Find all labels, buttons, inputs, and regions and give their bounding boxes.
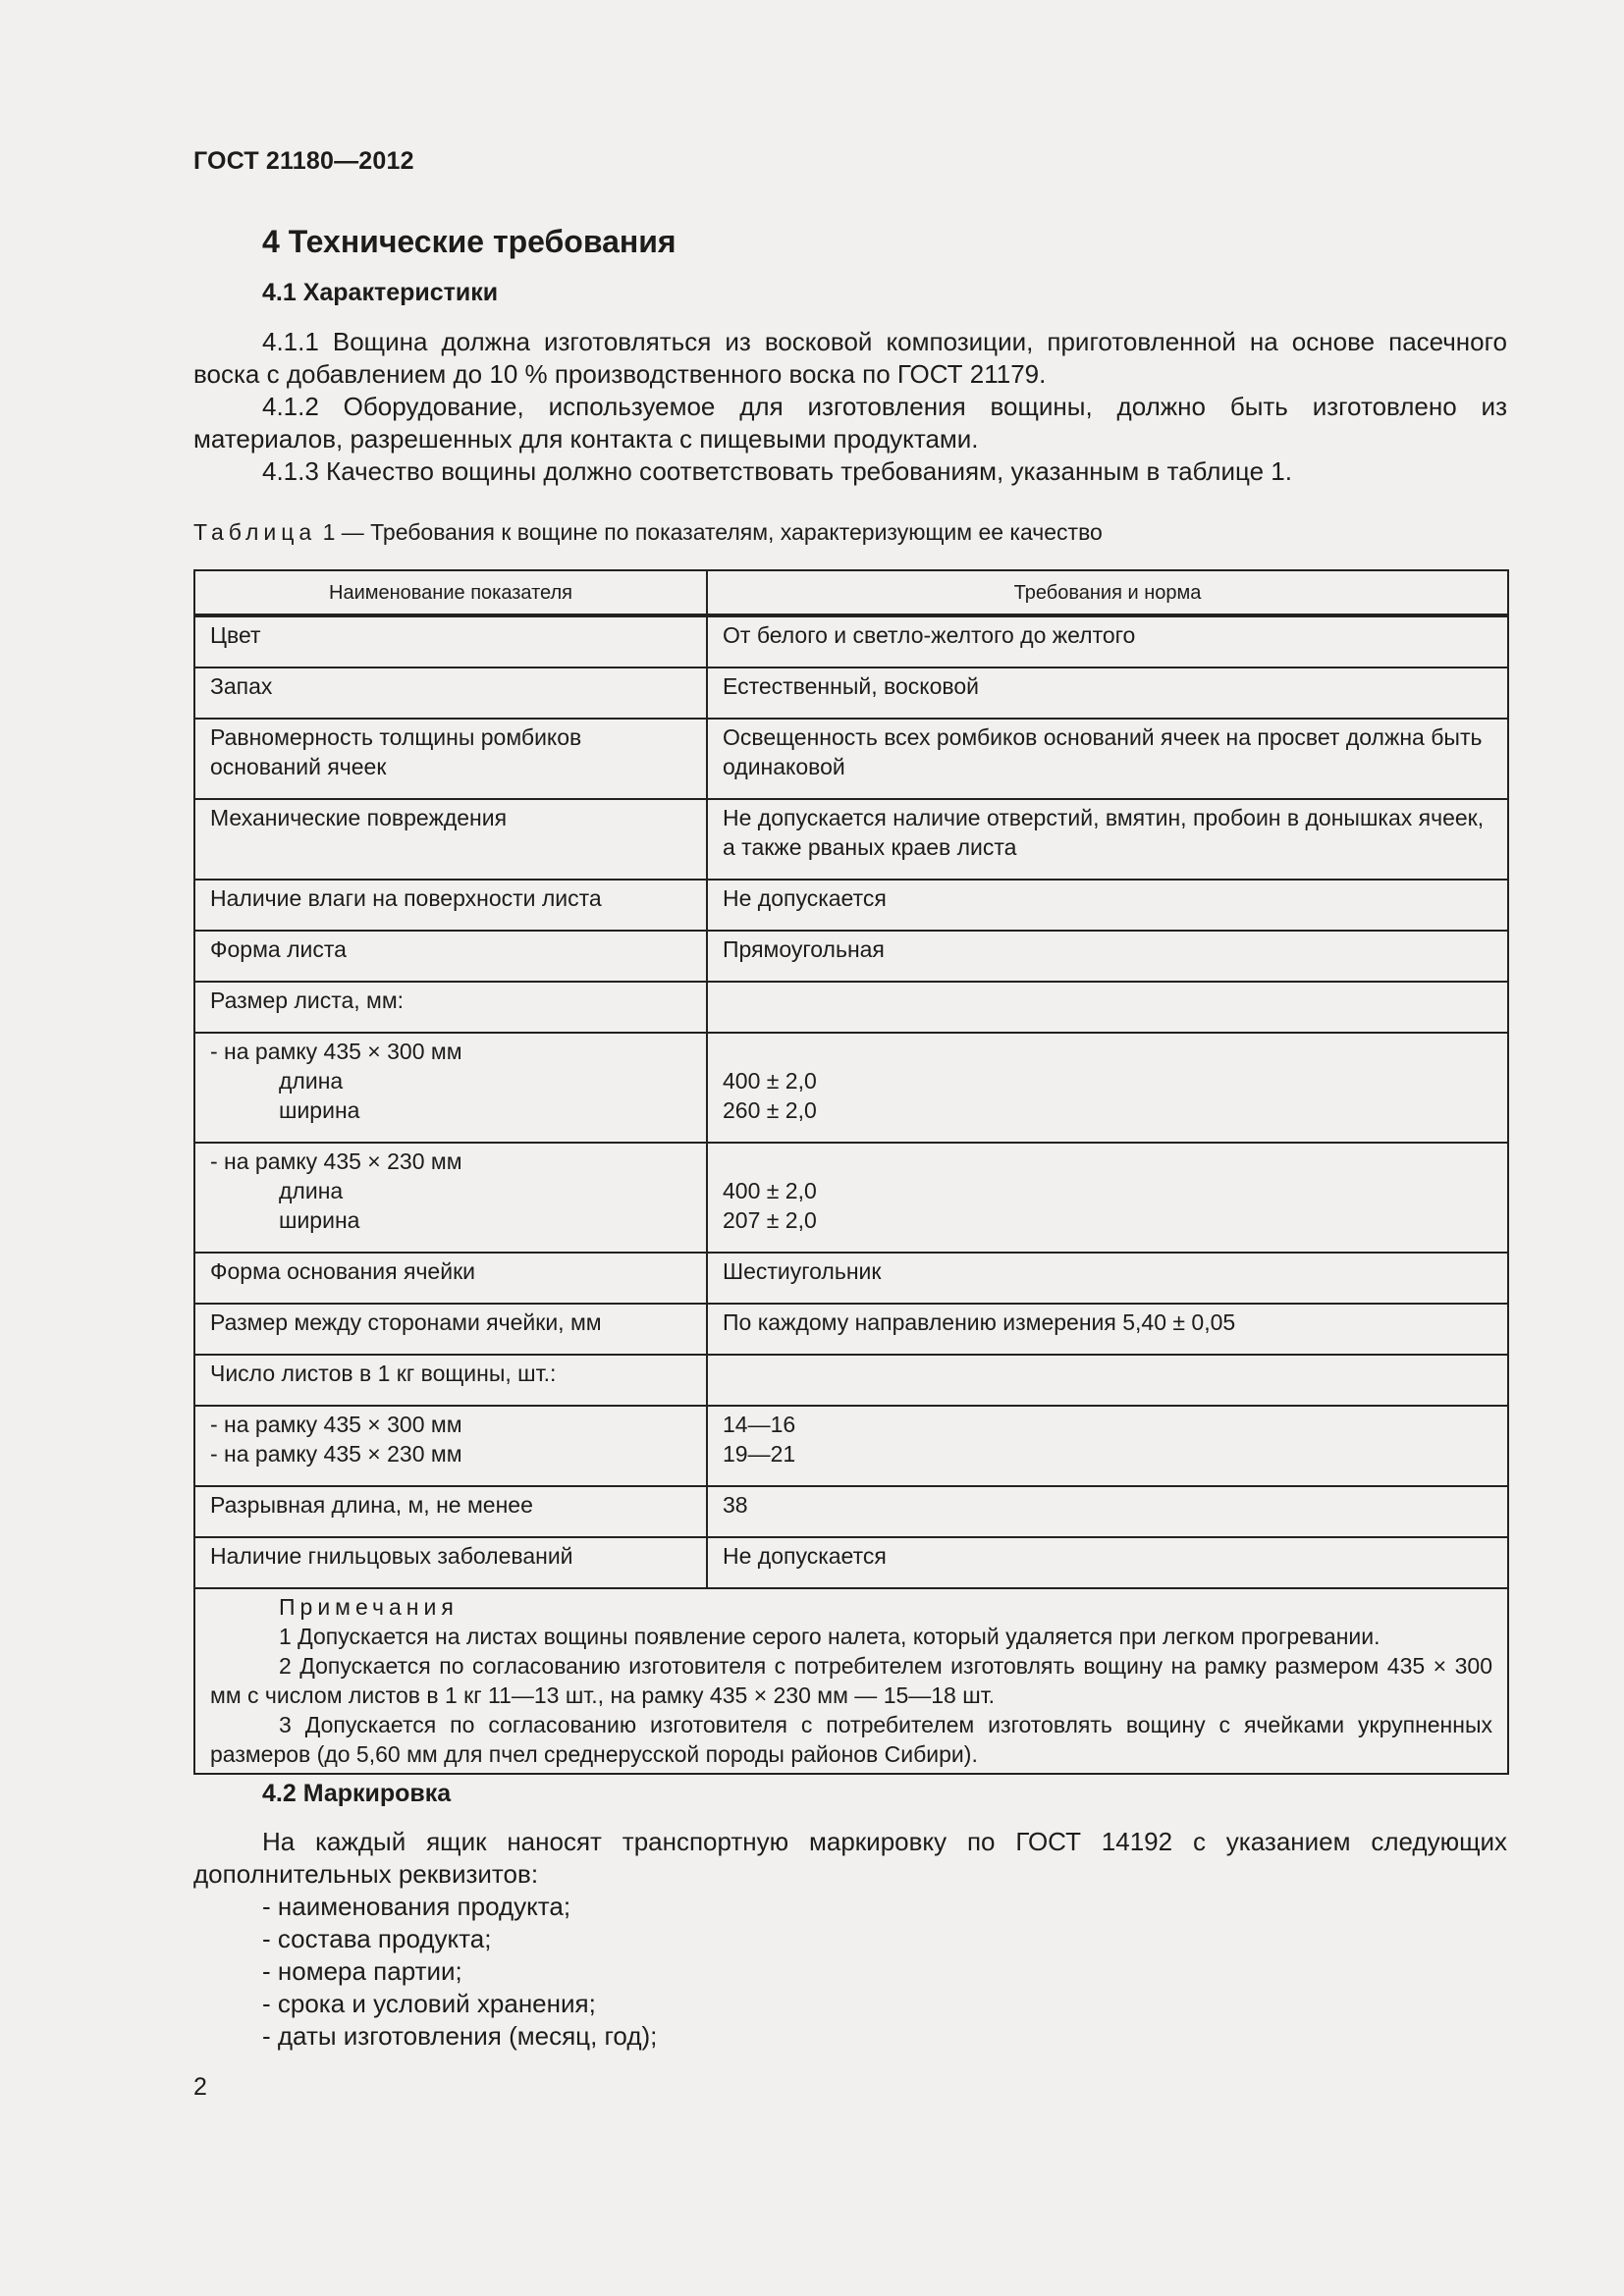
table-row [194, 1253, 1508, 1304]
list-item: - состава продукта; [262, 1924, 492, 1953]
sheets-frame-300: - на рамку 435 × 300 мм [210, 1412, 462, 1437]
table-caption-label: Таблица [193, 519, 317, 545]
table-header-value: Требования и норма [707, 570, 1508, 615]
length-label: длина [279, 1178, 344, 1203]
width-value: 207 ± 2,0 [723, 1207, 817, 1233]
table-row [194, 719, 1508, 799]
row-name: Размер между сторонами ячейки, мм [194, 1304, 707, 1355]
table-caption-text: 1 — Требования к вощине по показателям, характеризующим ее качество [322, 519, 1103, 545]
width-value: 260 ± 2,0 [723, 1097, 817, 1123]
note-item: 2 Допускается по согласованию изготовителя с потребителем изготовлять вощину на рамку размером 435 × 300 мм с числом листов в 1 кг 11—13 шт., на рамку 435 × 230 мм — 15—18 шт. [210, 1653, 1492, 1708]
paragraph-4-1-3: 4.1.3 Качество вощины должно соответствовать требованиям, указанным в таблице 1. [262, 456, 1292, 486]
table-notes-row [194, 1588, 1508, 1774]
table-row [194, 799, 1508, 880]
table-row [194, 667, 1508, 719]
row-name: Запах [194, 667, 707, 719]
width-label: ширина [279, 1207, 360, 1233]
document-code: ГОСТ 21180—2012 [193, 147, 414, 175]
table-row [194, 1486, 1508, 1537]
paragraph-4-1-1: 4.1.1 Вощина должна изготовляться из восковой композиции, приготовленной на основе пасечного воска с добавлением до 10 % производственного воска по ГОСТ 21179. [193, 327, 1507, 389]
length-value: 400 ± 2,0 [723, 1178, 817, 1203]
note-item: 1 Допускается на листах вощины появление серого налета, который удаляется при легком прогревании. [279, 1624, 1380, 1649]
row-name [194, 1143, 707, 1253]
list-item: - наименования продукта; [262, 1892, 571, 1921]
table-header-name: Наименование показателя [194, 570, 707, 615]
notes-title: Примечания [279, 1594, 459, 1620]
list-item: - номера партии; [262, 1956, 462, 1986]
marking-intro: На каждый ящик наносят транспортную маркировку по ГОСТ 14192 с указанием следующих дополнительных реквизитов: [193, 1827, 1507, 1889]
table-row [194, 1537, 1508, 1588]
row-name: Равномерность толщины ромбиков оснований ячеек [194, 719, 707, 799]
note-item: 3 Допускается по согласованию изготовителя с потребителем изготовлять вощину с ячейками укрупненных размеров (до 5,60 мм для пчел среднерусской породы районов Сибири). [210, 1712, 1492, 1767]
marking-section-title: 4.2 Маркировка [262, 1780, 452, 1807]
list-item: - срока и условий хранения; [262, 1989, 596, 2018]
row-name: Наличие гнильцовых заболеваний [194, 1537, 707, 1588]
table-row [194, 982, 1508, 1033]
table-row [194, 1355, 1508, 1406]
marking-list [193, 1891, 1507, 2053]
table-row [194, 1143, 1508, 1253]
table-header-row [194, 570, 1508, 615]
list-item: - даты изготовления (месяц, год); [262, 2021, 658, 2051]
length-label: длина [279, 1068, 344, 1094]
paragraph-4-1-2: 4.1.2 Оборудование, используемое для изготовления вощины, должно быть изготовлено из материалов, разрешенных для контакта с пищевыми продуктами. [193, 392, 1507, 454]
row-value: Не допускается наличие отверстий, вмятин, пробоин в донышках ячеек, а также рваных краев листа [707, 799, 1508, 880]
row-name: Механические повреждения [194, 799, 707, 880]
row-value [707, 1033, 1508, 1143]
row-value [707, 1143, 1508, 1253]
width-label: ширина [279, 1097, 360, 1123]
row-value: Шестиугольник [707, 1253, 1508, 1304]
sheets-value-230: 19—21 [723, 1441, 796, 1467]
row-value-empty [707, 1355, 1508, 1406]
row-value [707, 1406, 1508, 1486]
row-value: Не допускается [707, 1537, 1508, 1588]
row-value: Прямоугольная [707, 931, 1508, 982]
requirements-table [193, 569, 1509, 1775]
row-name: Наличие влаги на поверхности листа [194, 880, 707, 931]
table-caption [193, 519, 1103, 546]
table-row [194, 1033, 1508, 1143]
row-name: Форма листа [194, 931, 707, 982]
table-row [194, 615, 1508, 667]
table-row [194, 880, 1508, 931]
marking-section-body [193, 1826, 1507, 2053]
row-value: Естественный, восковой [707, 667, 1508, 719]
row-value: От белого и светло-желтого до желтого [707, 615, 1508, 667]
row-name [194, 1033, 707, 1143]
row-value-empty [707, 982, 1508, 1033]
row-name: Цвет [194, 615, 707, 667]
row-value: 38 [707, 1486, 1508, 1537]
row-name: Разрывная длина, м, не менее [194, 1486, 707, 1537]
table-row [194, 1304, 1508, 1355]
table-notes [194, 1588, 1508, 1774]
length-value: 400 ± 2,0 [723, 1068, 817, 1094]
section-title: 4 Технические требования [262, 224, 677, 259]
frame-300-label: - на рамку 435 × 300 мм [210, 1039, 462, 1064]
row-value: Освещенность всех ромбиков оснований ячеек на просвет должна быть одинаковой [707, 719, 1508, 799]
sheets-value-300: 14—16 [723, 1412, 796, 1437]
section-paragraphs [193, 326, 1507, 488]
row-value: Не допускается [707, 880, 1508, 931]
row-name: Форма основания ячейки [194, 1253, 707, 1304]
row-name [194, 1406, 707, 1486]
row-value: По каждому направлению измерения 5,40 ± 0,05 [707, 1304, 1508, 1355]
table-row [194, 931, 1508, 982]
subsection-title: 4.1 Характеристики [262, 279, 499, 306]
frame-230-label: - на рамку 435 × 230 мм [210, 1148, 462, 1174]
row-name: Число листов в 1 кг вощины, шт.: [194, 1355, 707, 1406]
table-row [194, 1406, 1508, 1486]
sheets-frame-230: - на рамку 435 × 230 мм [210, 1441, 462, 1467]
row-name: Размер листа, мм: [194, 982, 707, 1033]
page-number: 2 [193, 2073, 207, 2101]
